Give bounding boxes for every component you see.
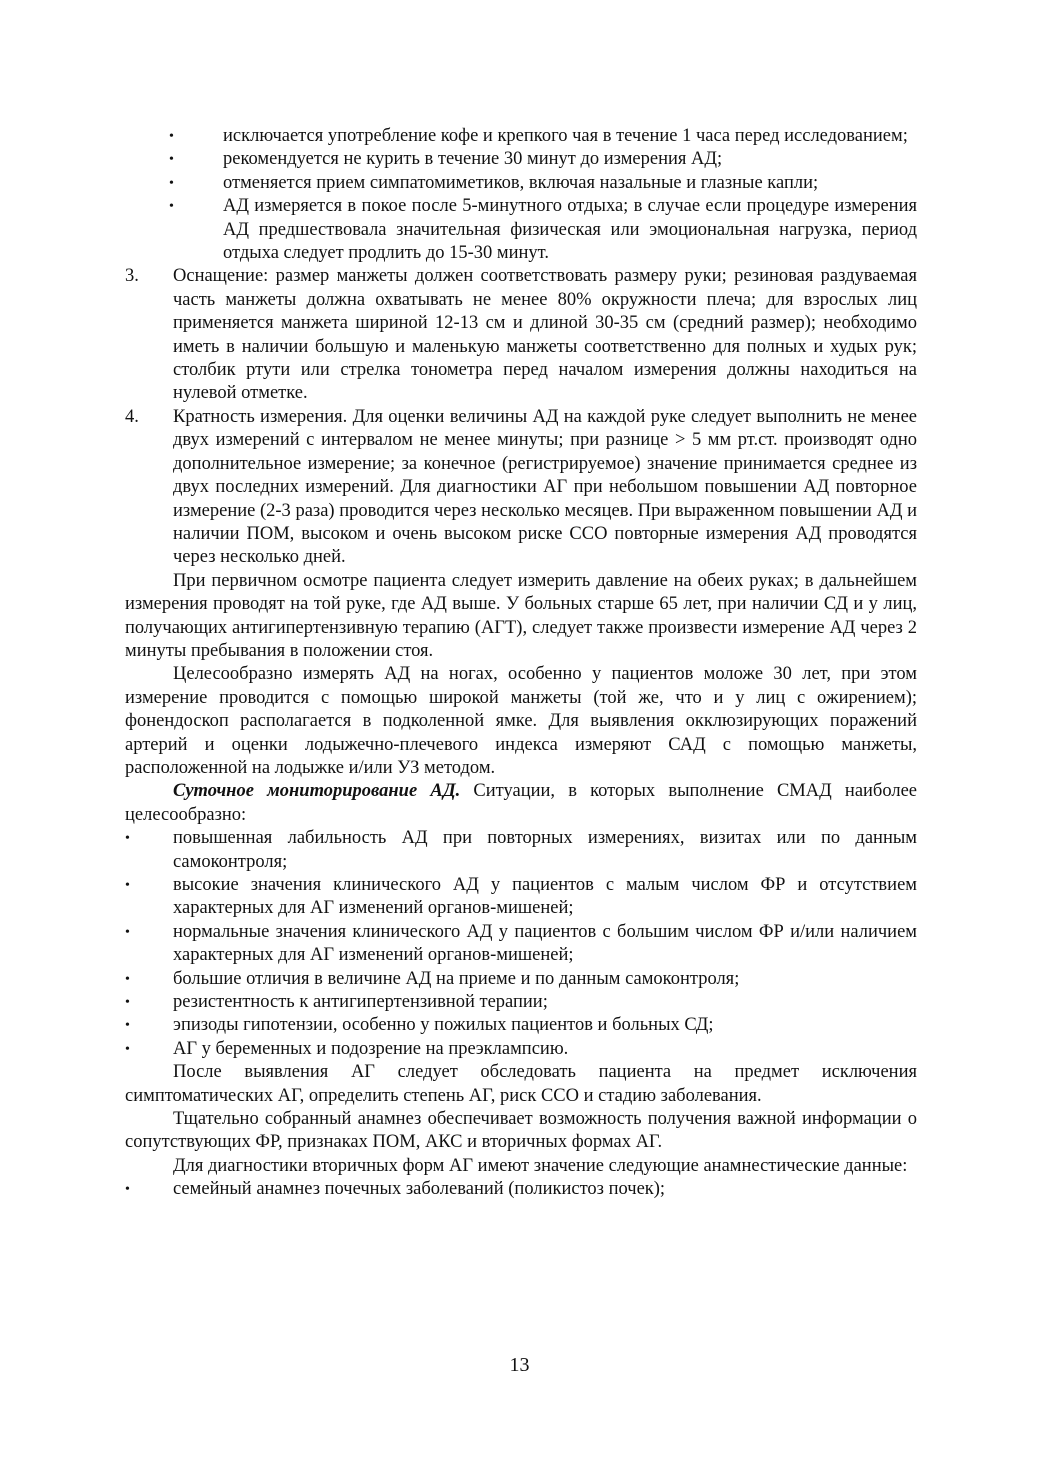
- numbered-item-equipment: 3. Оснащение: размер манжеты должен соответствовать размеру руки; резиновая раздуваемая часть манжеты должна охватывать не менее 80% окружности плеча; для взрослых лиц применяется манжета шириной 12-13 см и длиной 30-35 см (средний размер); необходимо иметь в наличии большую и маленькую манжеты соответственно для полных и худых рук; столбик ртути или стрелка тонометра перед началом измерения должны находиться на нулевой отметке.: [125, 266, 917, 404]
- item-number: 3.: [125, 266, 139, 287]
- bullet-icon: •: [125, 924, 130, 940]
- bullet-list-smad-situations: [125, 827, 917, 1061]
- list-item: • рекомендуется не курить в течение 30 минут до измерения АД;: [125, 148, 917, 171]
- paragraph-first-exam: При первичном осмотре пациента следует измерить давление на обеих руках; в дальнейшем измерения проводят на той руке, где АД выше. У больных старше 65 лет, при наличии СД и у лиц, получающих антигипертензивную терапию (АГТ), следует также произвести измерение АД через 2 минуты пребывания в положении стоя.: [125, 570, 917, 661]
- paragraph-smad: Суточное мониторирование АД. Ситуации, в которых выполнение СМАД наиболее целесообразно:: [125, 781, 917, 825]
- bullet-icon: •: [125, 971, 130, 987]
- list-item: • большие отличия в величине АД на приеме и по данным самоконтроля;: [125, 968, 917, 991]
- bullet-icon: •: [125, 831, 130, 847]
- page-body: [125, 125, 917, 1202]
- bullet-icon: •: [125, 878, 130, 893]
- item-number: 4.: [125, 406, 139, 427]
- bullet-icon: •: [169, 199, 174, 215]
- paragraph-legs-measurement: Целесообразно измерять АД на ногах, особенно у пациентов моложе 30 лет, при этом измерение проводится с помощью широкой манжеты (той же, что и у лиц с ожирением); фонендоскоп располагается в подколенной ямке. Для выявления окклюзирующих поражений артерий и оценки лодыжечно-плечевого индекса измеряют САД с помощью манжеты, расположенной на лодыжке и/или УЗ методом.: [125, 664, 917, 778]
- page-number: 13: [509, 1354, 530, 1376]
- bullet-list-anamnesis: [125, 1178, 917, 1201]
- paragraph-secondary-forms: Для диагностики вторичных форм АГ имеют значение следующие анамнестические данные:: [173, 1155, 908, 1176]
- bullet-icon: •: [169, 175, 174, 191]
- list-item: • АД измеряется в покое после 5-минутного отдыха; в случае если процедуре измерения АД предшествовала значительная физическая или эмоциональная нагрузка, период отдыха следует продлить до 15-30 минут.: [169, 196, 917, 264]
- bullet-icon: •: [125, 1041, 130, 1057]
- list-item: • исключается употребление кофе и крепкого чая в течение 1 часа перед исследованием;: [125, 125, 917, 148]
- bullet-icon: •: [125, 1018, 130, 1034]
- numbered-item-frequency: 4. Кратность измерения. Для оценки величины АД на каждой руке следует выполнить не менее двух измерений с интервалом не менее минуты; при разнице > 5 мм рт.ст. производят одно дополнительное измерение; за конечное (регистрируемое) значение принимается среднее из двух последних измерений. Для диагностики АГ при небольшом повышении АД повторное измерение (2-3 раза) проводится через несколько месяцев. При выраженном повышении АД и наличии ПОМ, высоком и очень высоком риске ССО повторные измерения АД проводятся через несколько дней.: [125, 406, 917, 568]
- paragraph-after-detection: После выявления АГ следует обследовать пациента на предмет исключения симптоматических АГ, определить степень АГ, риск ССО и стадию заболевания.: [125, 1062, 917, 1106]
- bullet-icon: •: [125, 1182, 130, 1198]
- bullet-icon: •: [169, 152, 174, 168]
- list-item: • отменяется прием симпатомиметиков, включая назальные и глазные капли;: [125, 172, 917, 195]
- list-item: • АГ у беременных и подозрение на преэклампсию.: [125, 1038, 917, 1061]
- list-item: • эпизоды гипотензии, особенно у пожилых пациентов и больных СД;: [125, 1014, 917, 1037]
- paragraph-anamnesis: Тщательно собранный анамнез обеспечивает возможность получения важной информации о сопутствующих ФР, признаках ПОМ, АКС и вторичных формах АГ.: [125, 1109, 917, 1153]
- section-heading: Суточное мониторирование АД.: [173, 781, 461, 802]
- list-item: • резистентность к антигипертензивной терапии;: [125, 991, 917, 1014]
- list-item: • повышенная лабильность АД при повторных измерениях, визитах или по данным самоконтроля;: [125, 828, 917, 872]
- bullet-icon: •: [169, 129, 174, 144]
- list-item: • высокие значения клинического АД у пациентов с малым числом ФР и отсутствием характерных для АГ изменений органов-мишеней;: [125, 875, 917, 919]
- list-item: • нормальные значения клинического АД у пациентов с большим числом ФР и/или наличием характерных для АГ изменений органов-мишеней;: [125, 921, 917, 966]
- bullet-icon: •: [125, 995, 130, 1011]
- bullet-list-measurement-conditions: [125, 125, 917, 265]
- list-item: • семейный анамнез почечных заболеваний (поликистоз почек);: [125, 1178, 917, 1201]
